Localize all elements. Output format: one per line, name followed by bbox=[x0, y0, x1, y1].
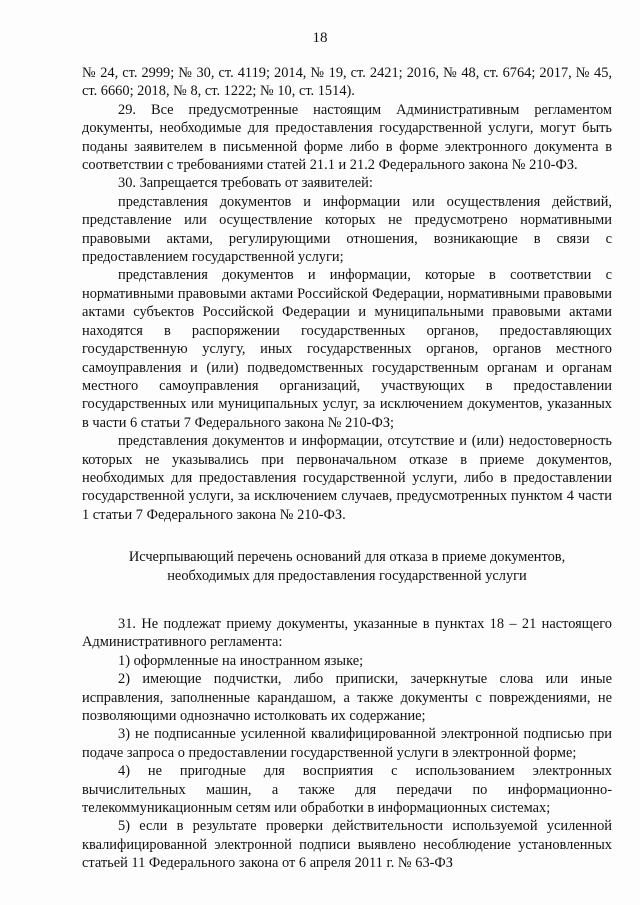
paragraph-30: 30. Запрещается требовать от заявителей: bbox=[118, 175, 373, 192]
list-item: 4) не пригодные для восприятия с использованием электронных вычислительных машин, а также для передачи по информационно-телекоммуникационным сетям или обработки в информационных системах; bbox=[82, 763, 612, 817]
paragraph-29: 29. Все предусмотренные настоящим Административным регламентом документы, необходимые для предоставления государственной услуги, могут быть поданы заявителем в письменной форме либо в форме электронного документа в соответствии с требованиями статей 21.1 и 21.2 Федерального закона № 210-ФЗ. bbox=[82, 101, 612, 174]
list-item: представления документов и информации, отсутствие и (или) недостоверность которых не указывались при первоначальном отказе в приеме документов, необходимых для предоставления государственной услуги, либо в предоставлении государственной услуги, за исключением случаев, предусмотренных пунктом 4 части 1 статьи 7 Федерального закона № 210-ФЗ. bbox=[82, 433, 612, 523]
list-item: 3) не подписанные усиленной квалифицированной электронной подписью при подаче запроса о предоставлении государственной услуги в электронной форме; bbox=[82, 726, 612, 761]
section-heading bbox=[82, 548, 612, 585]
document-body bbox=[82, 64, 612, 873]
list-item: 2) имеющие подчистки, либо приписки, зачеркнутые слова или иные исправления, заполненные карандашом, а также документы с повреждениями, не позволяющими однозначно истолковать их содержание; bbox=[82, 671, 612, 724]
list-item: 1) оформленные на иностранном языке; bbox=[118, 652, 364, 669]
list-item: 5) если в результате проверки действительности используемой усиленной квалифицированной электронной подписи выявлено несоблюдение установленных статьей 11 Федерального закона от 6 апреля 2011 г. № 63-ФЗ bbox=[82, 818, 612, 872]
section-heading-line: необходимых для предоставления государственной услуги bbox=[167, 567, 527, 584]
page-number: 18 bbox=[312, 30, 328, 46]
paragraph-31: 31. Не подлежат приему документы, указанные в пунктах 18 – 21 настоящего Административного регламента: bbox=[82, 615, 612, 651]
paragraph-continuation: № 24, ст. 2999; № 30, ст. 4119; 2014, № 19, ст. 2421; 2016, № 48, ст. 6764; 2017, № 45, ст. 6660; 2018, № 8, ст. 1222; № 10, ст. 1514). bbox=[82, 65, 612, 100]
section-heading-line: Исчерпывающий перечень оснований для отказа в приеме документов, bbox=[128, 549, 566, 566]
list-item: представления документов и информации или осуществления действий, представление или осуществление которых не предусмотрено нормативными правовыми актами, регулирующими отношения, возникающие в связи с предоставлением государственной услуги; bbox=[82, 193, 612, 266]
list-item: представления документов и информации, которые в соответствии с нормативными правовыми актами Российской Федерации, нормативными правовыми актами субъектов Российской Федерации и муниципальными правовыми актами находятся в распоряжении государственных органов, предоставляющих государственную услугу, иных государственных органов, органов местного самоуправления и (или) подведомственных государственным органам и органам местного самоуправления организаций, участвующих в предоставлении государственных или муниципальных услуг, за исключением документов, указанных в части 6 статьи 7 Федерального закона № 210-ФЗ; bbox=[82, 267, 612, 431]
